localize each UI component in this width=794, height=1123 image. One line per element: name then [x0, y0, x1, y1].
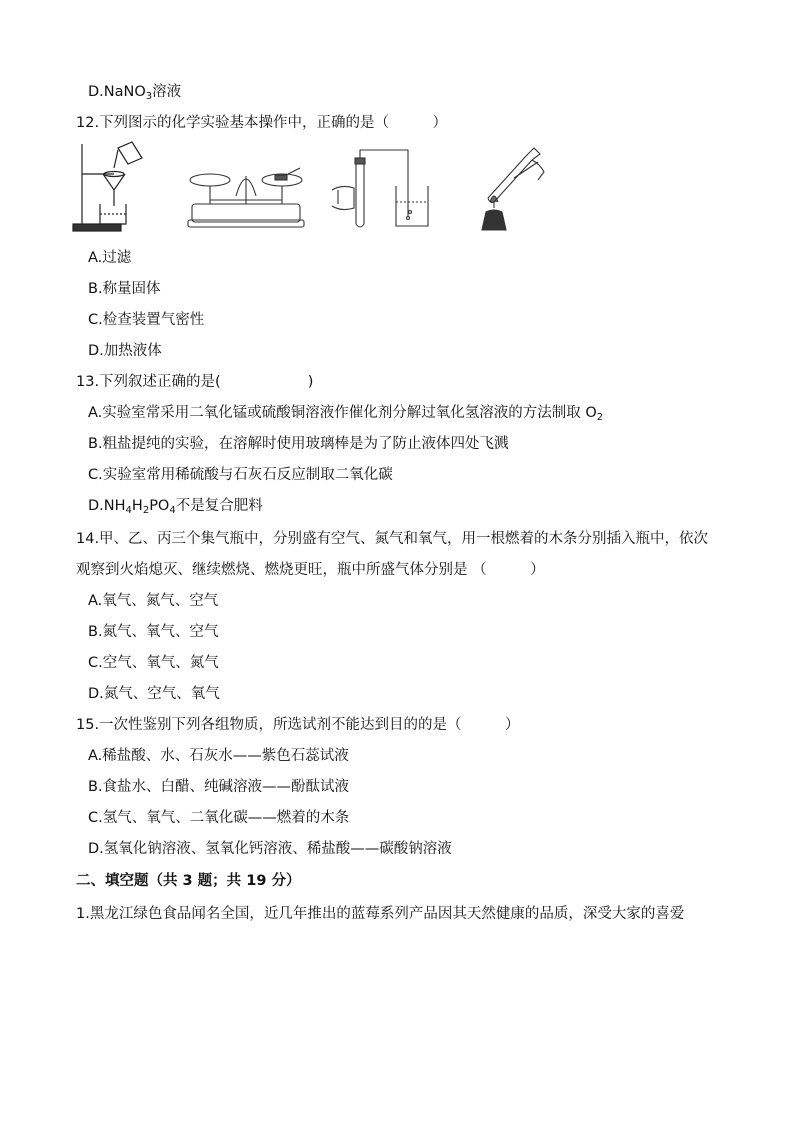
- q13-option-a: A.实验室常采用二氧化锰或硫酸铜溶液作催化剂分解过氧化氢溶液的方法制取 $O_2$: [88, 405, 604, 423]
- q12-option-a: A.过滤: [88, 250, 132, 266]
- q15-option-d: D.氢氧化钠溶液、氢氧化钙溶液、稀盐酸——碳酸钠溶液: [88, 841, 452, 857]
- q15-option-a: A.稀盐酸、水、石灰水——紫色石蕊试液: [88, 748, 349, 764]
- q13-option-b: B.粗盐提纯的实验，在溶解时使用玻璃棒是为了防止液体四处飞溅: [88, 436, 509, 452]
- q15-option-c: C.氢气、氧气、二氧化碳——燃着的木条: [88, 810, 350, 826]
- q12-option-d: D.加热液体: [88, 343, 162, 359]
- section-fill-blank-title: 二、填空题（共 3 题；共 19 分）: [76, 873, 301, 889]
- q14-option-c: C.空气、氧气、氮气: [88, 655, 219, 671]
- q11-option-d: D.NaNO$_3$溶液: [88, 84, 182, 102]
- q15-stem: 15.一次性鉴别下列各组物质，所选试剂不能达到目的的是（ ）: [76, 717, 520, 733]
- q13-option-d: $D.NH_4H_2PO_4$不是复合肥料: [88, 498, 263, 516]
- q13-stem: 13.下列叙述正确的是( ): [76, 374, 314, 390]
- airtightness-check-figure: [328, 146, 438, 234]
- q14-option-d: D.氮气、空气、氧气: [88, 686, 220, 702]
- q12-stem: 12.下列图示的化学实验基本操作中，正确的是（ ）: [76, 115, 448, 131]
- q14-stem: 14.甲、乙、丙三个集气瓶中，分别盛有空气、氮气和氧气，用一根燃着的木条分别插入瓶中，依次观察到火焰熄灭、继续燃烧、燃烧更旺，瓶中所盛气体分别是 （ ）: [76, 531, 709, 578]
- q12-option-c: C.检查装置气密性: [88, 312, 205, 328]
- q12-figures: [70, 138, 570, 236]
- fill1-stem: 1.黑龙江绿色食品闻名全国，近几年推出的蓝莓系列产品因其天然健康的品质，深受大家的喜爱: [76, 906, 685, 922]
- filtration-figure: [70, 138, 152, 234]
- q14-option-a: A.氧气、氮气、空气: [88, 593, 219, 609]
- q14-option-b: B.氮气、氧气、空气: [88, 624, 219, 640]
- balance-figure: [180, 152, 312, 232]
- q13-option-c: C.实验室常用稀硫酸与石灰石反应制取二氧化碳: [88, 467, 393, 483]
- q12-option-b: B.称量固体: [88, 281, 161, 297]
- heating-liquid-figure: [468, 142, 550, 234]
- q15-option-b: B.食盐水、白醋、纯碱溶液——酚酞试液: [88, 779, 350, 795]
